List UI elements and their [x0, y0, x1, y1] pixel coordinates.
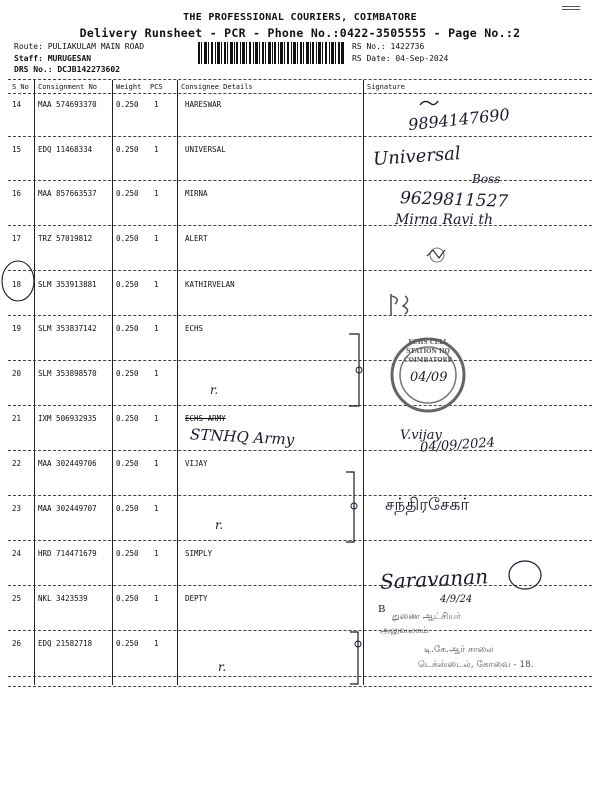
row-consignment: MAA 857663537 — [38, 189, 97, 198]
row-weight: 0.250 — [116, 594, 139, 603]
company-title: THE PROFESSIONAL COURIERS, COIMBATORE — [183, 12, 417, 23]
row-consignee: UNIVERSAL — [185, 145, 226, 154]
row-pcs: 1 — [154, 504, 159, 513]
row-rule — [8, 180, 592, 181]
row-weight: 0.250 — [116, 234, 139, 243]
post-office-stamp-text: ECHS CELL STATION HQ COIMBATORE — [403, 339, 453, 364]
row-consignment: EDQ 11468334 — [38, 145, 93, 154]
bracket-mark — [328, 630, 364, 690]
row-weight: 0.250 — [116, 100, 139, 109]
row-consignment: HRD 714471679 — [38, 549, 97, 558]
margin-circle-mark — [0, 258, 36, 304]
col-consignment: Consignment No — [38, 83, 98, 91]
tamil-stamp-line2: அலுவலகம் — [380, 626, 429, 636]
row-pcs: 1 — [154, 280, 159, 289]
row-sno: 24 — [12, 549, 22, 558]
row-weight: 0.250 — [116, 369, 139, 378]
row-pcs: 1 — [154, 324, 159, 333]
sig-row-18-icon — [385, 290, 425, 320]
row-pcs: 1 — [154, 639, 159, 648]
row-23-tick: r. — [215, 518, 224, 532]
col-weight: Weight — [116, 83, 142, 91]
row-rule — [8, 225, 592, 226]
row-pcs: 1 — [154, 414, 159, 423]
row-pcs: 1 — [154, 100, 159, 109]
table-bottom-rule — [8, 686, 592, 687]
corner-mark — [562, 6, 580, 10]
row-pcs: 1 — [154, 145, 159, 154]
tamil-stamp-line1: துணை ஆட்சியர் — [392, 612, 461, 622]
row-consignment: SLM 353898570 — [38, 369, 97, 378]
row-consignee: MIRNA — [185, 189, 208, 198]
row-weight: 0.250 — [116, 639, 139, 648]
rs-no-value: 1422736 — [390, 42, 425, 51]
row-sno: 22 — [12, 459, 22, 468]
route-info — [14, 41, 144, 76]
route-label: Route: — [14, 42, 43, 51]
barcode — [198, 42, 344, 64]
row-consignee: VIJAY — [185, 459, 208, 468]
row-consignee: SIMPLY — [185, 549, 213, 558]
row-sno: 19 — [12, 324, 22, 333]
sig-phone-14: 9894147690 — [407, 104, 511, 135]
row-pcs: 1 — [154, 594, 159, 603]
row-weight: 0.250 — [116, 189, 139, 198]
col-sno: S No — [12, 83, 29, 91]
row-rule — [8, 136, 592, 137]
tamil-stamp-line3: டி.கே.ஆர் சாலை — [424, 645, 494, 655]
row-rule — [8, 676, 592, 677]
initials-circle-mark — [505, 558, 545, 592]
sig-saravanan: Saravanan — [379, 564, 489, 594]
runsheet-subtitle: Delivery Runsheet - PCR - Phone No.:0422-3505555 - Page No.:2 — [79, 26, 521, 40]
row-consignee: ALERT — [185, 234, 208, 243]
tick-icon — [418, 97, 440, 113]
row-consignment: IXM 506932935 — [38, 414, 97, 423]
sig-universal: Universal — [372, 142, 462, 171]
row-sno: 26 — [12, 639, 22, 648]
row-sno: 23 — [12, 504, 22, 513]
row-pcs: 1 — [154, 234, 159, 243]
sig-row-25-date: 4/9/24 — [440, 594, 473, 605]
row-20-tick: r. — [210, 383, 219, 397]
row-pcs: 1 — [154, 369, 159, 378]
row-sno: 25 — [12, 594, 22, 603]
row-rule — [8, 405, 592, 406]
rs-info — [352, 41, 448, 64]
table-header — [0, 79, 600, 93]
col-pcs: PCS — [150, 83, 163, 91]
row-sno: 14 — [12, 100, 22, 109]
row-consignment: MAA 574693370 — [38, 100, 97, 109]
staff-label: Staff: — [14, 53, 43, 63]
drs-value: DCJB142273602 — [57, 65, 120, 74]
sig-vijay-date: 04/09/2024 — [419, 435, 496, 456]
army-note: STNHQ Army — [189, 425, 295, 449]
table-row — [0, 227, 600, 279]
row-consignment: NKL 3423539 — [38, 594, 88, 603]
row-rule — [8, 540, 592, 541]
sig-phone-16: 9629811527 — [399, 188, 509, 212]
row-rule — [8, 450, 592, 451]
rs-no-label: RS No.: — [352, 42, 386, 51]
row-consignee: KATHIRVELAN — [185, 280, 235, 289]
row-consignment: EDQ 21582718 — [38, 639, 93, 648]
row-sno: 20 — [12, 369, 22, 378]
row-sno: 15 — [12, 145, 22, 154]
bracket-mark — [325, 332, 365, 410]
row-consignment: MAA 302449707 — [38, 504, 97, 513]
sig-tamil-23: சந்திரசேகர் — [385, 495, 470, 515]
row-sno: 21 — [12, 414, 22, 423]
row-consignment: TRZ 57019812 — [38, 234, 93, 243]
sig-vijay: V.vijay — [400, 428, 442, 443]
row-weight: 0.250 — [116, 280, 139, 289]
col-signature: Signature — [367, 83, 405, 91]
col-consignee: Consignee Details — [181, 83, 253, 91]
row-sno: 17 — [12, 234, 22, 243]
sig-mirna: Mirna Ravi th — [395, 212, 494, 228]
row-pcs: 1 — [154, 549, 159, 558]
row-weight: 0.250 — [116, 459, 139, 468]
row-consignee: HARESWAR — [185, 100, 222, 109]
row-26-tick: r. — [218, 660, 227, 674]
ink-scribble-icon — [425, 246, 449, 264]
route-value: PULIAKULAM MAIN ROAD — [47, 42, 145, 51]
tamil-stamp-line4: டெக்ஸ்டைல், கோவை - 18. — [418, 660, 534, 670]
row-consignment: SLM 353837142 — [38, 324, 97, 333]
row-weight: 0.250 — [116, 549, 139, 558]
rs-date-value: 04-Sep-2024 — [395, 53, 449, 63]
row-consignment: SLM 353913881 — [38, 280, 97, 289]
row-consignee: ECHS ARMY — [185, 414, 226, 423]
staff-value: MURUGESAN — [47, 53, 92, 63]
drs-label: DRS No.: — [14, 65, 53, 74]
row-rule — [8, 360, 592, 361]
post-office-stamp-date: 04/09 — [410, 370, 448, 385]
row-consignee: DEPTY — [185, 594, 208, 603]
row-consignee: ECHS — [185, 324, 204, 333]
row-pcs: 1 — [154, 189, 159, 198]
row-rule — [8, 270, 592, 271]
row-rule — [8, 630, 592, 631]
sig-row-25: ᴮ — [378, 602, 386, 621]
bracket-mark — [322, 470, 362, 546]
row-weight: 0.250 — [116, 414, 139, 423]
row-weight: 0.250 — [116, 145, 139, 154]
sig-boss: Boss — [472, 172, 501, 186]
rs-date-label: RS Date: — [352, 53, 391, 63]
row-weight: 0.250 — [116, 504, 139, 513]
row-weight: 0.250 — [116, 324, 139, 333]
row-sno: 16 — [12, 189, 22, 198]
row-pcs: 1 — [154, 459, 159, 468]
row-consignment: MAA 302449706 — [38, 459, 97, 468]
row-rule — [8, 495, 592, 496]
row-sno: 18 — [12, 280, 22, 289]
row-rule — [8, 315, 592, 316]
